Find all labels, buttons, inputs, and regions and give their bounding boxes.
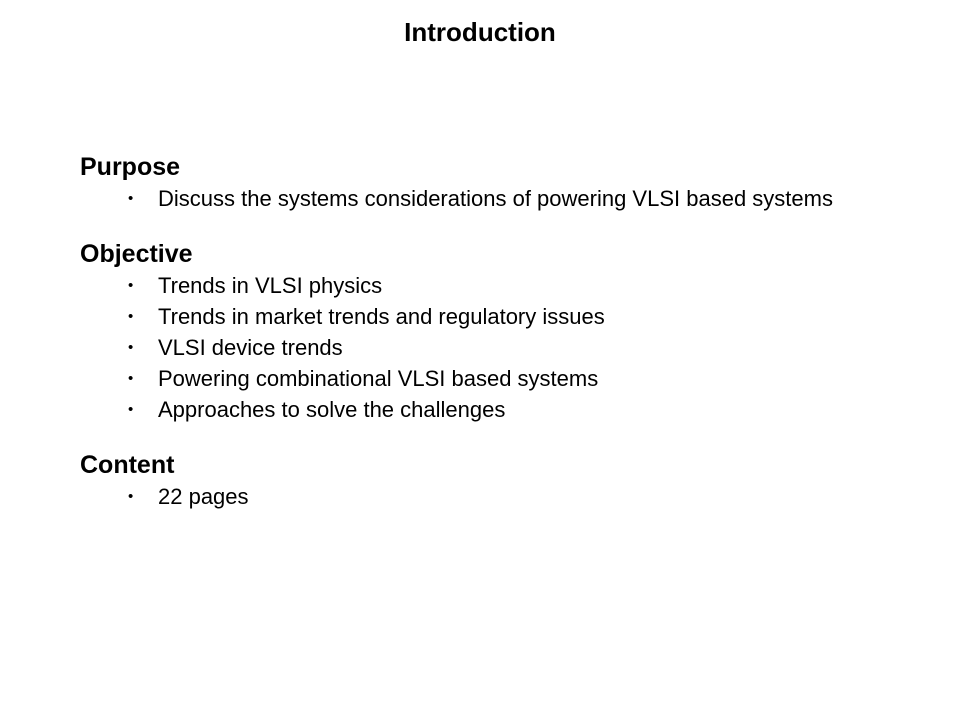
section-heading: Objective <box>80 240 193 268</box>
bullet-item <box>80 273 900 298</box>
bullet-icon: • <box>128 308 134 325</box>
bullet-icon: • <box>128 339 134 356</box>
bullet-item <box>80 335 900 360</box>
bullet-text: 22 pages <box>158 484 249 509</box>
bullet-list <box>80 273 900 422</box>
bullet-icon: • <box>128 401 134 418</box>
bullet-list <box>80 186 900 211</box>
bullet-item <box>80 484 900 509</box>
section-content <box>80 450 900 509</box>
bullet-item <box>80 366 900 391</box>
bullet-item <box>80 397 900 422</box>
bullet-text: Powering combinational VLSI based systems <box>158 366 599 391</box>
bullet-icon: • <box>128 488 134 505</box>
bullet-item <box>80 186 900 211</box>
slide-title: Introduction <box>404 17 556 47</box>
bullet-text: Approaches to solve the challenges <box>158 397 506 422</box>
bullet-icon: • <box>128 370 134 387</box>
section-purpose <box>80 152 900 211</box>
bullet-icon: • <box>128 277 134 294</box>
slide-content <box>80 152 900 515</box>
bullet-icon: • <box>128 190 134 207</box>
bullet-text: Discuss the systems considerations of powering VLSI based systems <box>158 186 833 211</box>
section-heading: Purpose <box>80 153 181 181</box>
bullet-item <box>80 304 900 329</box>
bullet-text: Trends in VLSI physics <box>158 273 383 298</box>
section-heading: Content <box>80 451 175 479</box>
bullet-list <box>80 484 900 509</box>
bullet-text: Trends in market trends and regulatory issues <box>158 304 605 329</box>
section-objective <box>80 239 900 422</box>
bullet-text: VLSI device trends <box>158 335 343 360</box>
